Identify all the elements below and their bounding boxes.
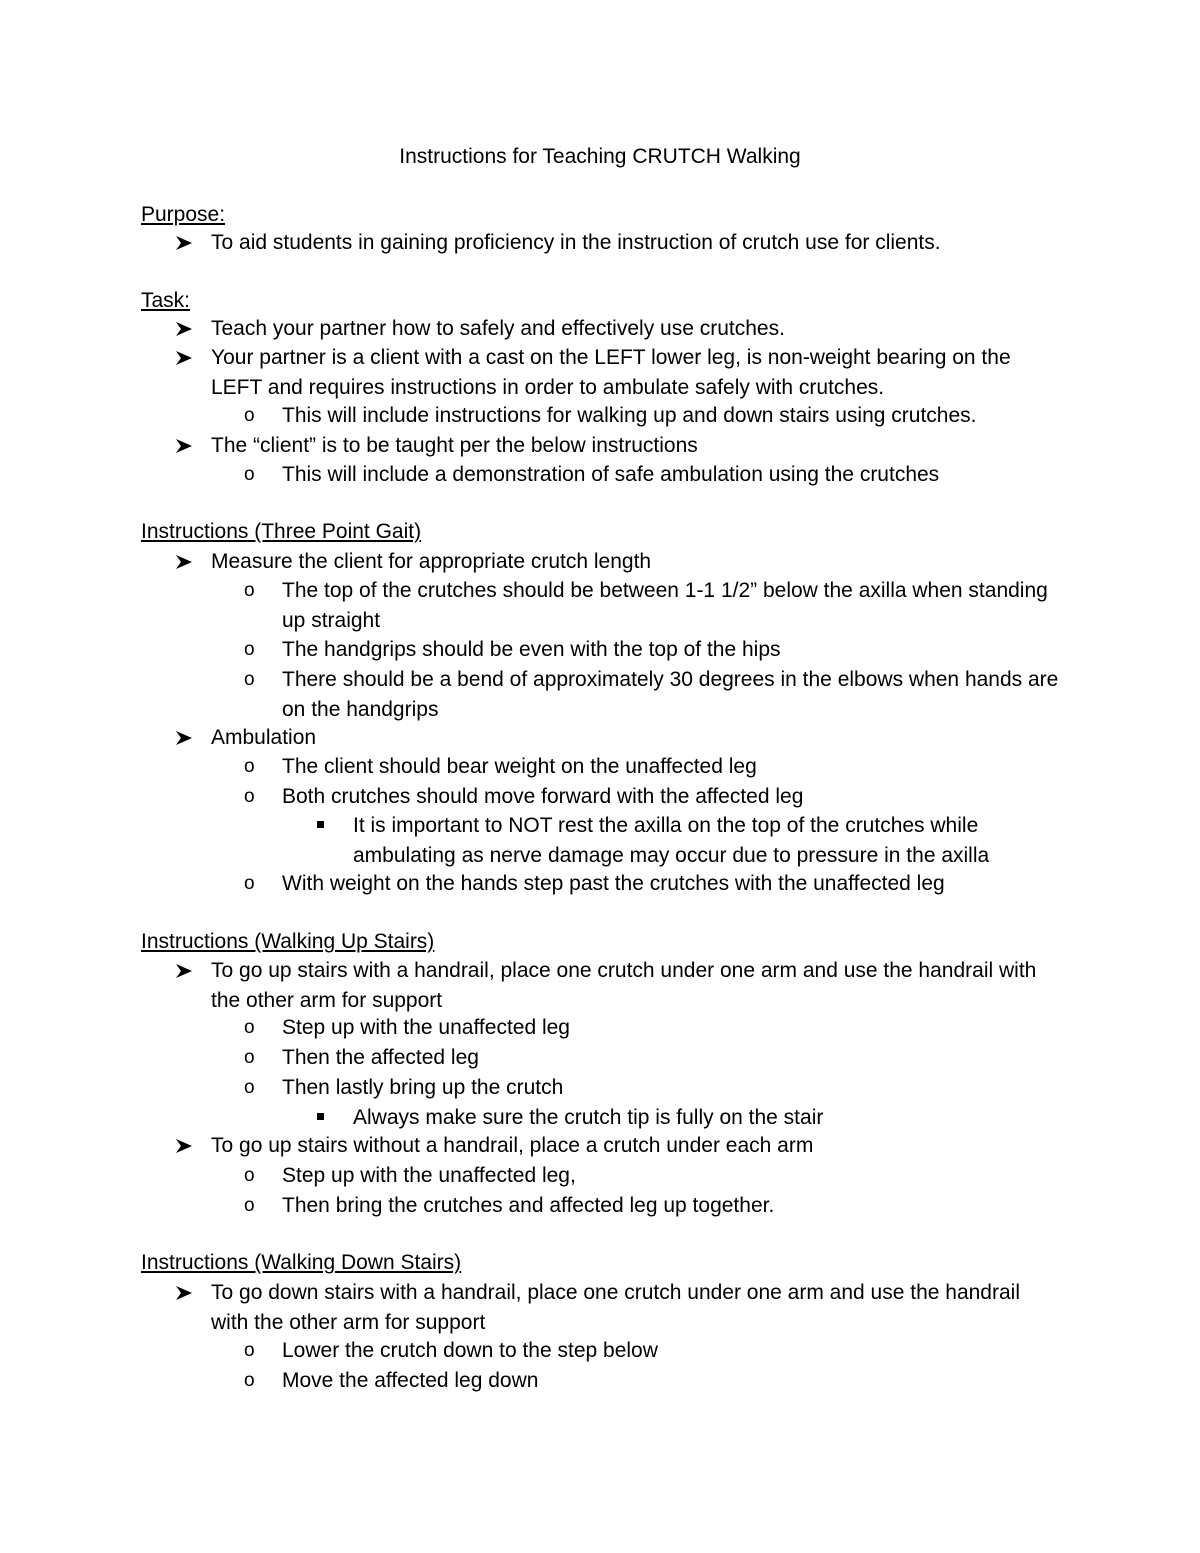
circle-bullet-icon: o bbox=[244, 1370, 255, 1391]
list-item: o With weight on the hands step past the crutches with the unaffected leg bbox=[282, 869, 1062, 899]
square-bullet-icon bbox=[315, 1103, 339, 1132]
list-item: o Lower the crutch down to the step below bbox=[282, 1336, 1062, 1366]
circle-bullet-icon: o bbox=[244, 1165, 255, 1186]
task-heading: Task: bbox=[141, 289, 191, 312]
list-item: o Then bring the crutches and affected leg up together. bbox=[282, 1191, 1062, 1221]
circle-bullet-icon: o bbox=[244, 669, 255, 690]
list-item: o The client should bear weight on the unaffected leg bbox=[282, 752, 1062, 782]
list-item: o There should be a bend of approximately 30 degrees in the elbows when hands are on the handgrips bbox=[282, 665, 1062, 724]
walking-down-stairs-heading: Instructions (Walking Down Stairs) bbox=[141, 1251, 462, 1274]
circle-bullet-icon: o bbox=[244, 639, 255, 660]
circle-bullet-icon: o bbox=[244, 1340, 255, 1361]
purpose-heading: Purpose: bbox=[141, 203, 226, 226]
arrowhead-bullet-icon bbox=[175, 723, 199, 752]
list-item: To go up stairs without a handrail, place a crutch under each arm bbox=[211, 1131, 1061, 1161]
list-item: Measure the client for appropriate crutch length bbox=[211, 547, 1061, 577]
circle-bullet-icon: o bbox=[244, 1017, 255, 1038]
list-item: o Then the affected leg bbox=[282, 1043, 1062, 1073]
circle-bullet-icon: o bbox=[244, 580, 255, 601]
list-item: o Both crutches should move forward with the affected leg bbox=[282, 782, 1062, 812]
arrowhead-bullet-icon bbox=[175, 1131, 199, 1160]
list-item: To go up stairs with a handrail, place one crutch under one arm and use the handrail with the other arm for support bbox=[211, 956, 1061, 1015]
list-item: Teach your partner how to safely and effectively use crutches. bbox=[211, 314, 1061, 344]
list-item: It is important to NOT rest the axilla on the top of the crutches while ambulating as nerve damage may occur due to pressure in the axilla bbox=[353, 811, 1063, 870]
list-item: o Step up with the unaffected leg, bbox=[282, 1161, 1062, 1191]
list-item: o Step up with the unaffected leg bbox=[282, 1013, 1062, 1043]
circle-bullet-icon: o bbox=[244, 405, 255, 426]
arrowhead-bullet-icon bbox=[175, 1278, 199, 1307]
list-item: To aid students in gaining proficiency in the instruction of crutch use for clients. bbox=[211, 228, 1061, 258]
walking-up-stairs-heading: Instructions (Walking Up Stairs) bbox=[141, 930, 435, 953]
arrowhead-bullet-icon bbox=[175, 956, 199, 985]
circle-bullet-icon: o bbox=[244, 756, 255, 777]
arrowhead-bullet-icon bbox=[175, 314, 199, 343]
square-bullet-icon bbox=[315, 811, 339, 840]
circle-bullet-icon: o bbox=[244, 1195, 255, 1216]
circle-bullet-icon: o bbox=[244, 464, 255, 485]
document-title: Instructions for Teaching CRUTCH Walking bbox=[399, 145, 801, 168]
circle-bullet-icon: o bbox=[244, 1047, 255, 1068]
list-item: o This will include instructions for walking up and down stairs using crutches. bbox=[282, 401, 1062, 431]
arrowhead-bullet-icon bbox=[175, 343, 199, 372]
list-item: o The handgrips should be even with the top of the hips bbox=[282, 635, 1062, 665]
arrowhead-bullet-icon bbox=[175, 547, 199, 576]
list-item: Your partner is a client with a cast on the LEFT lower leg, is non-weight bearing on the LEFT and requires instructions in order to ambulate safely with crutches. bbox=[211, 343, 1061, 402]
list-item: To go down stairs with a handrail, place one crutch under one arm and use the handrail with the other arm for support bbox=[211, 1278, 1061, 1337]
list-item: Always make sure the crutch tip is fully on the stair bbox=[353, 1103, 1063, 1133]
circle-bullet-icon: o bbox=[244, 786, 255, 807]
circle-bullet-icon: o bbox=[244, 1077, 255, 1098]
circle-bullet-icon: o bbox=[244, 873, 255, 894]
arrowhead-bullet-icon bbox=[175, 431, 199, 460]
arrowhead-bullet-icon bbox=[175, 228, 199, 257]
list-item: o Move the affected leg down bbox=[282, 1366, 1062, 1396]
list-item: o This will include a demonstration of safe ambulation using the crutches bbox=[282, 460, 1062, 490]
list-item: The “client” is to be taught per the below instructions bbox=[211, 431, 1061, 461]
list-item: Ambulation bbox=[211, 723, 1061, 753]
three-point-gait-heading: Instructions (Three Point Gait) bbox=[141, 520, 422, 543]
list-item: o The top of the crutches should be between 1-1 1/2” below the axilla when standing up straight bbox=[282, 576, 1062, 635]
list-item: o Then lastly bring up the crutch bbox=[282, 1073, 1062, 1103]
